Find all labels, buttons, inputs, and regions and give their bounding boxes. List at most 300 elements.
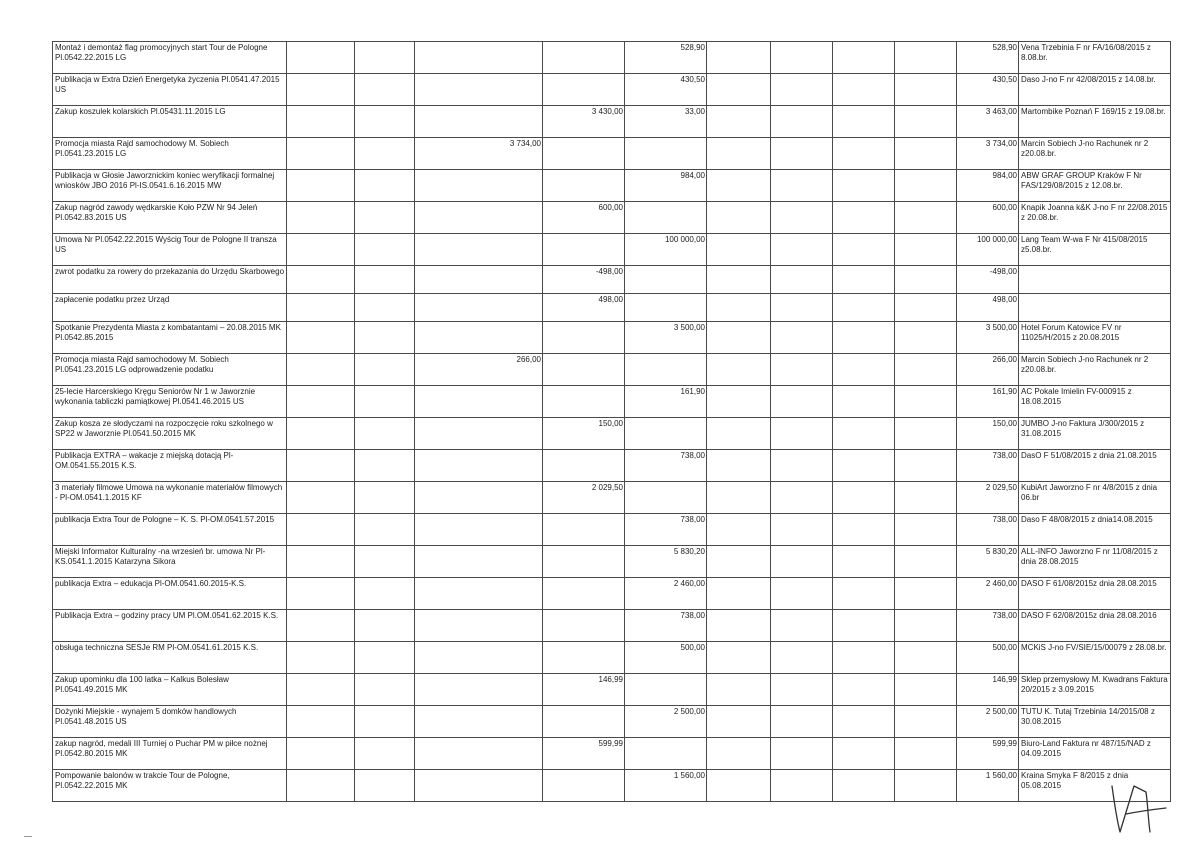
row-amount-c1 <box>287 266 355 294</box>
row-amount-c2 <box>355 450 415 482</box>
table-row <box>53 706 1171 738</box>
row-amount-c1 <box>287 706 355 738</box>
row-amount-c3 <box>415 42 543 74</box>
row-description: publikacja Extra – edukacja Pl-OM.0541.60.2015-K.S. <box>53 578 287 610</box>
row-amount-c2 <box>355 106 415 138</box>
row-amount-c5: 100 000,00 <box>625 234 707 266</box>
row-amount-c1 <box>287 514 355 546</box>
row-amount-c9 <box>895 642 957 674</box>
row-description: Pompowanie balonów w trakcie Tour de Pologne, Pl.0542.22.2015 MK <box>53 770 287 802</box>
row-amount-c2 <box>355 482 415 514</box>
row-amount-c5: 1 560,00 <box>625 770 707 802</box>
row-amount-c2 <box>355 770 415 802</box>
row-document-reference: Marcin Sobiech J-no Rachunek nr 2 z20.08.br. <box>1019 354 1171 386</box>
row-document-reference: Marcin Sobiech J-no Rachunek nr 2 z20.08.br. <box>1019 138 1171 170</box>
row-amount-c7 <box>771 578 833 610</box>
table-row <box>53 578 1171 610</box>
row-total: 3 463,00 <box>957 106 1019 138</box>
row-amount-c8 <box>833 514 895 546</box>
row-amount-c3 <box>415 294 543 322</box>
row-amount-c9 <box>895 450 957 482</box>
row-amount-c8 <box>833 170 895 202</box>
row-document-reference: Martombike Poznań F 169/15 z 19.08.br. <box>1019 106 1171 138</box>
row-amount-c9 <box>895 74 957 106</box>
table-row <box>53 386 1171 418</box>
row-amount-c8 <box>833 418 895 450</box>
row-amount-c6 <box>707 770 771 802</box>
row-amount-c5 <box>625 674 707 706</box>
row-amount-c7 <box>771 294 833 322</box>
row-amount-c8 <box>833 138 895 170</box>
row-amount-c6 <box>707 42 771 74</box>
row-amount-c4 <box>543 234 625 266</box>
table-row <box>53 418 1171 450</box>
row-amount-c9 <box>895 610 957 642</box>
row-amount-c4 <box>543 610 625 642</box>
row-amount-c7 <box>771 354 833 386</box>
row-document-reference: JUMBO J-no Faktura J/300/2015 z 31.08.2015 <box>1019 418 1171 450</box>
row-total: 2 460,00 <box>957 578 1019 610</box>
row-amount-c4: 2 029,50 <box>543 482 625 514</box>
row-amount-c4 <box>543 450 625 482</box>
row-amount-c4 <box>543 642 625 674</box>
row-amount-c4 <box>543 42 625 74</box>
row-amount-c6 <box>707 418 771 450</box>
row-document-reference: Daso F 48/08/2015 z dnia14.08.2015 <box>1019 514 1171 546</box>
row-description: publikacja Extra Tour de Pologne – K. S. Pl-OM.0541.57.2015 <box>53 514 287 546</box>
row-amount-c8 <box>833 74 895 106</box>
row-amount-c5: 738,00 <box>625 514 707 546</box>
row-total: 150,00 <box>957 418 1019 450</box>
row-amount-c7 <box>771 170 833 202</box>
row-total: 738,00 <box>957 450 1019 482</box>
row-total: 738,00 <box>957 514 1019 546</box>
row-amount-c1 <box>287 674 355 706</box>
row-amount-c4 <box>543 706 625 738</box>
row-description: Spotkanie Prezydenta Miasta z kombatantami – 20.08.2015 MK Pl.0542.85.2015 <box>53 322 287 354</box>
row-document-reference <box>1019 266 1171 294</box>
row-amount-c1 <box>287 74 355 106</box>
row-amount-c8 <box>833 546 895 578</box>
row-amount-c9 <box>895 138 957 170</box>
row-amount-c8 <box>833 482 895 514</box>
row-description: Montaż i demontaż flag promocyjnych start Tour de Pologne Pl.0542.22.2015 LG <box>53 42 287 74</box>
row-amount-c2 <box>355 354 415 386</box>
row-amount-c8 <box>833 578 895 610</box>
row-amount-c1 <box>287 386 355 418</box>
row-description: Promocja miasta Rajd samochodowy M. Sobiech Pl.0541.23.2015 LG <box>53 138 287 170</box>
row-amount-c2 <box>355 546 415 578</box>
row-description: Promocja miasta Rajd samochodowy M. Sobiech Pl.0541.23.2015 LG odprowadzenie podatku <box>53 354 287 386</box>
row-description: zwrot podatku za rowery do przekazania do Urzędu Skarbowego <box>53 266 287 294</box>
row-amount-c3 <box>415 322 543 354</box>
row-total: -498,00 <box>957 266 1019 294</box>
row-amount-c3 <box>415 578 543 610</box>
row-document-reference: ALL-INFO Jaworzno F nr 11/08/2015 z dnia 28.08.2015 <box>1019 546 1171 578</box>
row-amount-c2 <box>355 234 415 266</box>
row-amount-c8 <box>833 738 895 770</box>
row-amount-c9 <box>895 42 957 74</box>
row-amount-c4 <box>543 74 625 106</box>
row-amount-c3 <box>415 674 543 706</box>
row-amount-c1 <box>287 170 355 202</box>
row-amount-c8 <box>833 706 895 738</box>
expense-ledger-table <box>52 41 1171 802</box>
row-amount-c8 <box>833 450 895 482</box>
row-total: 599,99 <box>957 738 1019 770</box>
row-amount-c7 <box>771 546 833 578</box>
row-total: 430,50 <box>957 74 1019 106</box>
row-amount-c9 <box>895 266 957 294</box>
row-amount-c7 <box>771 322 833 354</box>
row-description: 25-lecie Harcerskiego Kręgu Seniorów Nr 1 w Jaworznie wykonania tabliczki pamiątkowej Pl.0541.46.2015 US <box>53 386 287 418</box>
row-amount-c1 <box>287 642 355 674</box>
table-row <box>53 170 1171 202</box>
row-amount-c2 <box>355 170 415 202</box>
row-amount-c4 <box>543 546 625 578</box>
row-amount-c2 <box>355 74 415 106</box>
row-amount-c3 <box>415 642 543 674</box>
row-description: Zakup nagród zawody wędkarskie Koło PZW Nr 94 Jeleń Pl.0542.83.2015 US <box>53 202 287 234</box>
row-amount-c2 <box>355 610 415 642</box>
row-total: 161,90 <box>957 386 1019 418</box>
row-amount-c5: 3 500,00 <box>625 322 707 354</box>
row-amount-c1 <box>287 234 355 266</box>
row-amount-c3 <box>415 202 543 234</box>
row-amount-c8 <box>833 234 895 266</box>
table-row <box>53 322 1171 354</box>
table-row <box>53 42 1171 74</box>
row-amount-c9 <box>895 578 957 610</box>
row-document-reference: DasO F 51/08/2015 z dnia 21.08.2015 <box>1019 450 1171 482</box>
row-total: 500,00 <box>957 642 1019 674</box>
row-total: 2 029,50 <box>957 482 1019 514</box>
row-amount-c6 <box>707 738 771 770</box>
row-amount-c3 <box>415 738 543 770</box>
row-description: Umowa Nr Pl.0542.22.2015 Wyścig Tour de Pologne II transza US <box>53 234 287 266</box>
row-amount-c2 <box>355 514 415 546</box>
table-row <box>53 738 1171 770</box>
row-amount-c3 <box>415 482 543 514</box>
row-total: 1 560,00 <box>957 770 1019 802</box>
row-amount-c9 <box>895 738 957 770</box>
row-amount-c5: 2 460,00 <box>625 578 707 610</box>
row-description: Miejski Informator Kulturalny -na wrzesień br. umowa Nr Pl-KS.0541.1.2015 Katarzyna Sikora <box>53 546 287 578</box>
row-description: Publikacja EXTRA – wakacje z miejską dotacją Pl-OM.0541.55.2015 K.S. <box>53 450 287 482</box>
row-amount-c1 <box>287 42 355 74</box>
row-amount-c7 <box>771 234 833 266</box>
row-total: 498,00 <box>957 294 1019 322</box>
row-amount-c2 <box>355 706 415 738</box>
row-amount-c9 <box>895 386 957 418</box>
row-amount-c6 <box>707 234 771 266</box>
row-amount-c2 <box>355 642 415 674</box>
row-amount-c7 <box>771 266 833 294</box>
row-amount-c9 <box>895 514 957 546</box>
row-amount-c3: 3 734,00 <box>415 138 543 170</box>
row-amount-c3 <box>415 610 543 642</box>
row-amount-c9 <box>895 354 957 386</box>
row-amount-c3 <box>415 106 543 138</box>
row-amount-c4 <box>543 138 625 170</box>
row-amount-c7 <box>771 674 833 706</box>
table-row <box>53 770 1171 802</box>
row-amount-c7 <box>771 418 833 450</box>
row-amount-c1 <box>287 738 355 770</box>
row-amount-c5 <box>625 266 707 294</box>
row-document-reference: TUTU K. Tutaj Trzebinia 14/2015/08 z 30.08.2015 <box>1019 706 1171 738</box>
row-amount-c4: 600,00 <box>543 202 625 234</box>
row-amount-c6 <box>707 202 771 234</box>
row-amount-c6 <box>707 322 771 354</box>
table-row <box>53 234 1171 266</box>
row-amount-c3: 266,00 <box>415 354 543 386</box>
row-amount-c8 <box>833 674 895 706</box>
row-amount-c7 <box>771 482 833 514</box>
scan-corner-mark <box>24 836 32 843</box>
row-amount-c4 <box>543 578 625 610</box>
table-row <box>53 674 1171 706</box>
row-total: 5 830,20 <box>957 546 1019 578</box>
row-amount-c8 <box>833 42 895 74</box>
row-document-reference: Biuro-Land Faktura nr 487/15/NAD z 04.09.2015 <box>1019 738 1171 770</box>
row-amount-c3 <box>415 170 543 202</box>
table-row <box>53 610 1171 642</box>
row-amount-c3 <box>415 74 543 106</box>
row-amount-c9 <box>895 418 957 450</box>
row-amount-c2 <box>355 42 415 74</box>
row-amount-c3 <box>415 514 543 546</box>
row-amount-c6 <box>707 514 771 546</box>
row-amount-c5 <box>625 738 707 770</box>
table-row <box>53 514 1171 546</box>
row-document-reference: DASO F 62/08/2015z dnia 28.08.2016 <box>1019 610 1171 642</box>
row-description: Zakup upominku dla 100 latka – Kalkus Bolesław Pl.0541.49.2015 MK <box>53 674 287 706</box>
row-amount-c5 <box>625 354 707 386</box>
row-document-reference: KubiArt Jaworzno F nr 4/8/2015 z dnia 06.br <box>1019 482 1171 514</box>
row-amount-c5: 500,00 <box>625 642 707 674</box>
row-total: 600,00 <box>957 202 1019 234</box>
row-amount-c3 <box>415 770 543 802</box>
row-amount-c9 <box>895 674 957 706</box>
row-amount-c1 <box>287 578 355 610</box>
row-amount-c9 <box>895 170 957 202</box>
row-document-reference: DASO F 61/08/2015z dnia 28.08.2015 <box>1019 578 1171 610</box>
row-description: Dożynki Miejskie - wynajem 5 domków handlowych Pl.0541.48.2015 US <box>53 706 287 738</box>
table-row <box>53 482 1171 514</box>
row-total: 266,00 <box>957 354 1019 386</box>
row-amount-c8 <box>833 202 895 234</box>
row-amount-c6 <box>707 578 771 610</box>
row-amount-c4 <box>543 386 625 418</box>
row-document-reference: Knapik Joanna k&K J-no F nr 22/08.2015 z 20.08.br. <box>1019 202 1171 234</box>
table-row <box>53 74 1171 106</box>
row-amount-c5 <box>625 482 707 514</box>
row-description: Publikacja w Głosie Jaworznickim koniec weryfikacji formalnej wniosków JBO 2016 Pl-IS.0541.6.16.2015 MW <box>53 170 287 202</box>
row-amount-c8 <box>833 770 895 802</box>
row-amount-c8 <box>833 386 895 418</box>
row-description: 3 materiały filmowe Umowa na wykonanie materiałów filmowych - Pl-OM.0541.1.2015 KF <box>53 482 287 514</box>
row-amount-c8 <box>833 322 895 354</box>
table-row <box>53 642 1171 674</box>
row-amount-c7 <box>771 138 833 170</box>
row-amount-c9 <box>895 294 957 322</box>
row-amount-c5: 430,50 <box>625 74 707 106</box>
row-amount-c9 <box>895 706 957 738</box>
row-amount-c1 <box>287 770 355 802</box>
row-total: 2 500,00 <box>957 706 1019 738</box>
row-amount-c8 <box>833 354 895 386</box>
row-description: zapłacenie podatku przez Urząd <box>53 294 287 322</box>
row-amount-c5 <box>625 294 707 322</box>
row-amount-c5: 984,00 <box>625 170 707 202</box>
row-amount-c4: 150,00 <box>543 418 625 450</box>
row-amount-c6 <box>707 642 771 674</box>
row-amount-c9 <box>895 106 957 138</box>
row-description: Publikacja Extra – godziny pracy UM Pl.OM.0541.62.2015 K.S. <box>53 610 287 642</box>
row-description: Zakup kosza ze słodyczami na rozpoczęcie roku szkolnego w SP22 w Jaworznie Pl.0541.50.2015 MK <box>53 418 287 450</box>
row-amount-c5: 161,90 <box>625 386 707 418</box>
row-amount-c3 <box>415 266 543 294</box>
row-amount-c9 <box>895 770 957 802</box>
row-amount-c7 <box>771 106 833 138</box>
row-document-reference: Vena Trzebinia F nr FA/16/08/2015 z 8.08.br. <box>1019 42 1171 74</box>
row-amount-c1 <box>287 138 355 170</box>
row-amount-c6 <box>707 706 771 738</box>
row-amount-c5 <box>625 202 707 234</box>
row-description: obsługa techniczna SESJe RM Pl-OM.0541.61.2015 K.S. <box>53 642 287 674</box>
row-amount-c4 <box>543 322 625 354</box>
row-description: zakup nagród, medali III Turniej o Puchar PM w piłce nożnej Pl.0542.80.2015 MK <box>53 738 287 770</box>
row-amount-c6 <box>707 386 771 418</box>
row-amount-c7 <box>771 386 833 418</box>
row-amount-c7 <box>771 706 833 738</box>
row-amount-c1 <box>287 482 355 514</box>
row-document-reference: Kraina Smyka F 8/2015 z dnia 05.08.2015 <box>1019 770 1171 802</box>
table-row <box>53 138 1171 170</box>
row-amount-c2 <box>355 418 415 450</box>
row-amount-c9 <box>895 546 957 578</box>
table-row <box>53 546 1171 578</box>
row-amount-c1 <box>287 546 355 578</box>
table-row <box>53 294 1171 322</box>
row-amount-c6 <box>707 610 771 642</box>
row-amount-c3 <box>415 546 543 578</box>
row-amount-c5 <box>625 418 707 450</box>
row-document-reference <box>1019 294 1171 322</box>
row-amount-c7 <box>771 610 833 642</box>
row-document-reference: Hotel Forum Katowice FV nr 11025/H/2015 z 20.08.2015 <box>1019 322 1171 354</box>
row-total: 146,99 <box>957 674 1019 706</box>
row-amount-c8 <box>833 642 895 674</box>
signature-mark <box>1090 778 1180 838</box>
row-amount-c4 <box>543 170 625 202</box>
row-amount-c5: 5 830,20 <box>625 546 707 578</box>
row-amount-c1 <box>287 106 355 138</box>
row-document-reference: Daso J-no F nr 42/08/2015 z 14.08.br. <box>1019 74 1171 106</box>
row-amount-c3 <box>415 386 543 418</box>
table-row <box>53 202 1171 234</box>
row-amount-c5: 528,90 <box>625 42 707 74</box>
row-amount-c9 <box>895 234 957 266</box>
row-total: 528,90 <box>957 42 1019 74</box>
row-amount-c7 <box>771 738 833 770</box>
row-amount-c1 <box>287 322 355 354</box>
ledger-body <box>53 42 1171 802</box>
row-document-reference: Sklep przemysłowy M. Kwadrans Faktura 20/2015 z 3.09.2015 <box>1019 674 1171 706</box>
row-amount-c3 <box>415 450 543 482</box>
row-total: 3 500,00 <box>957 322 1019 354</box>
row-amount-c6 <box>707 106 771 138</box>
table-row <box>53 266 1171 294</box>
row-amount-c8 <box>833 106 895 138</box>
row-total: 984,00 <box>957 170 1019 202</box>
row-amount-c5: 33,00 <box>625 106 707 138</box>
row-document-reference: ABW GRAF GROUP Kraków F Nr FAS/129/08/2015 z 12.08.br. <box>1019 170 1171 202</box>
row-amount-c7 <box>771 42 833 74</box>
row-amount-c3 <box>415 418 543 450</box>
row-amount-c4: 146,99 <box>543 674 625 706</box>
row-amount-c6 <box>707 354 771 386</box>
row-amount-c1 <box>287 354 355 386</box>
row-amount-c4 <box>543 514 625 546</box>
row-amount-c1 <box>287 610 355 642</box>
row-amount-c3 <box>415 706 543 738</box>
row-amount-c7 <box>771 450 833 482</box>
table-row <box>53 354 1171 386</box>
row-document-reference: MCKiS J-no FV/SIE/15/00079 z 28.08.br. <box>1019 642 1171 674</box>
row-amount-c1 <box>287 450 355 482</box>
row-amount-c5 <box>625 138 707 170</box>
row-amount-c2 <box>355 386 415 418</box>
row-amount-c7 <box>771 642 833 674</box>
row-amount-c4: -498,00 <box>543 266 625 294</box>
row-amount-c6 <box>707 138 771 170</box>
row-amount-c6 <box>707 170 771 202</box>
row-amount-c7 <box>771 202 833 234</box>
row-amount-c2 <box>355 738 415 770</box>
row-amount-c6 <box>707 450 771 482</box>
row-amount-c6 <box>707 74 771 106</box>
row-amount-c4 <box>543 770 625 802</box>
row-amount-c9 <box>895 202 957 234</box>
row-amount-c2 <box>355 578 415 610</box>
row-amount-c2 <box>355 674 415 706</box>
row-amount-c9 <box>895 322 957 354</box>
row-amount-c8 <box>833 266 895 294</box>
row-amount-c3 <box>415 234 543 266</box>
row-amount-c5: 738,00 <box>625 450 707 482</box>
row-amount-c6 <box>707 294 771 322</box>
row-amount-c4: 599,99 <box>543 738 625 770</box>
table-row <box>53 106 1171 138</box>
row-amount-c6 <box>707 546 771 578</box>
row-amount-c8 <box>833 610 895 642</box>
row-total: 100 000,00 <box>957 234 1019 266</box>
row-amount-c2 <box>355 294 415 322</box>
row-total: 738,00 <box>957 610 1019 642</box>
row-amount-c1 <box>287 418 355 450</box>
row-amount-c9 <box>895 482 957 514</box>
row-description: Publikacja w Extra Dzień Energetyka życzenia Pl.0541.47.2015 US <box>53 74 287 106</box>
row-amount-c5: 738,00 <box>625 610 707 642</box>
row-amount-c4: 498,00 <box>543 294 625 322</box>
table-row <box>53 450 1171 482</box>
row-amount-c5: 2 500,00 <box>625 706 707 738</box>
row-total: 3 734,00 <box>957 138 1019 170</box>
row-description: Zakup koszulek kolarskich Pl.05431.11.2015 LG <box>53 106 287 138</box>
row-amount-c7 <box>771 74 833 106</box>
